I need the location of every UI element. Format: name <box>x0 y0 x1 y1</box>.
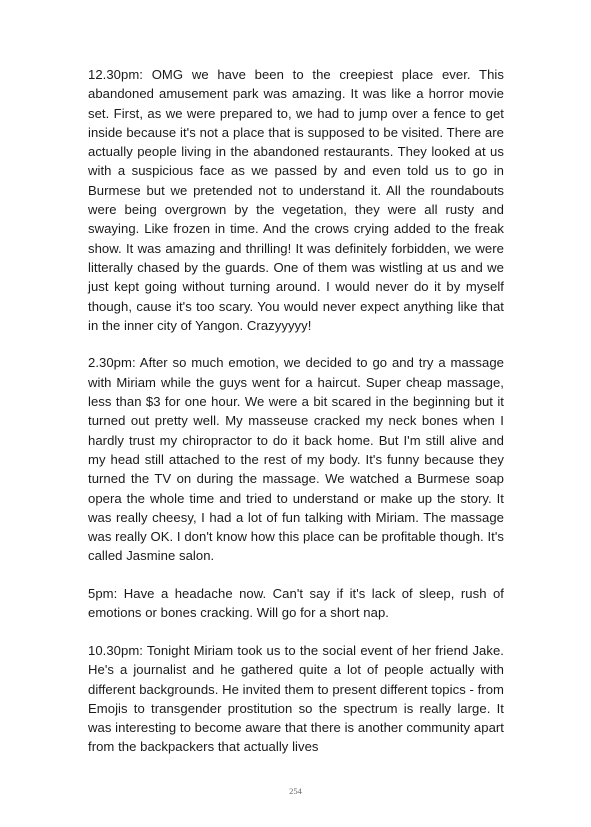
entry-1230pm: 12.30pm: OMG we have been to the creepiest place ever. This abandoned amusement park was amazing. It was like a horror movie set. First, as we were prepared to, we had to jump over a fence to get inside because it's not a place that is supposed to be visited. There are actually people living in the abandoned restaurants. They looked at us with a suspicious face as we passed by and even told us to go in Burmese but we pretended not to understand it. All the roundabouts were being overgrown by the vegetation, they were all rusty and swaying. Like frozen in time. And the crows crying added to the freak show. It was amazing and thrilling! It was definitely forbidden, we were litterally chased by the guards. One of them was wistling at us and we just kept going without turning around. I would never do it by myself though, cause it's too scary. You would never expect anything like that in the inner city of Yangon. Crazyyyyy! <box>88 67 504 333</box>
page-number: 254 <box>289 786 302 796</box>
entry-1030pm: 10.30pm: Tonight Miriam took us to the social event of her friend Jake. He's a journalist and he gathered quite a lot of people actually with different backgrounds. He invited them to present different topics - from Emojis to transgender prostitution so the spectrum is really large. It was interesting to become aware that there is another community apart from the backpackers that actually lives <box>88 642 504 755</box>
entry-5pm: 5pm: Have a headache now. Can't say if it's lack of sleep, rush of emotions or bones cracking. Will go for a short nap. <box>88 586 504 621</box>
diary-text <box>88 65 504 775</box>
entry-230pm: 2.30pm: After so much emotion, we decided to go and try a massage with Miriam while the guys went for a haircut. Super cheap massage, less than $3 for one hour. We were a bit scared in the beginning but it turned out pretty well. My masseuse cracked my neck bones when I hardly trust my chiropractor to do it back home. But I'm still alive and my head still attached to the rest of my body. It's funny because they turned the TV on during the massage. We watched a Burmese soap opera the whole time and tried to understand or make up the story. It was really cheesy, I had a lot of fun talking with Miriam. The massage was really OK. I don't know how this place can be profitable though. It's called Jasmine salon. <box>88 355 504 564</box>
